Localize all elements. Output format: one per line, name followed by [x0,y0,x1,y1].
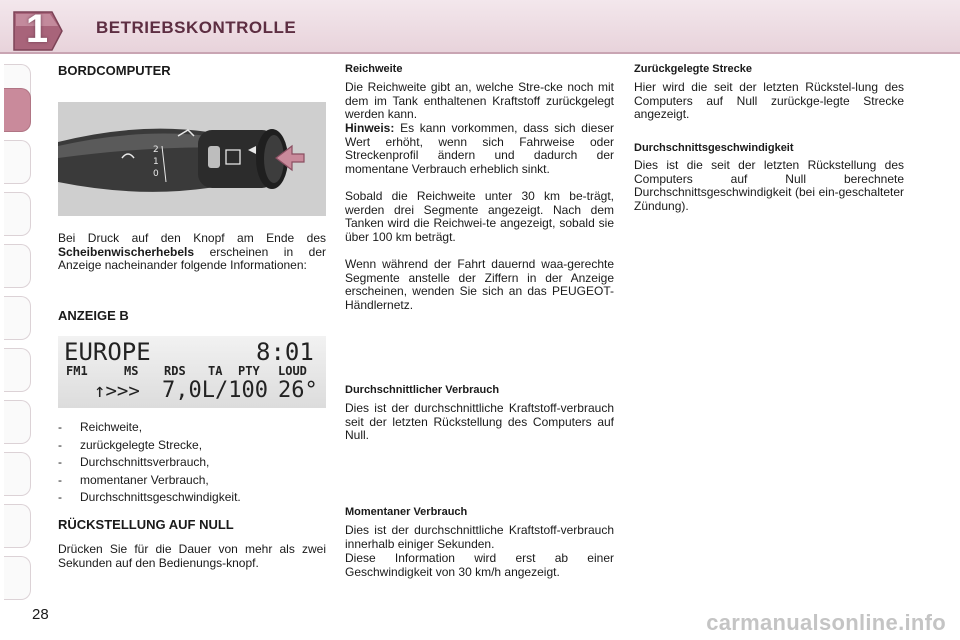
display-fuel-gauge: ↑>>> [94,380,140,402]
display-line1-left: EUROPE [64,338,151,366]
sobald-paragraph: Sobald die Reichweite unter 30 km be-trägt, werden drei Segmente angezeigt. Nach dem Tanken wird die Reichwei-te angezeigt, sobald sie über 100 km beträgt. [345,189,614,244]
strecke-heading: Zurückgelegte Strecke [634,63,752,75]
display-line2-pty: PTY [238,364,260,378]
page-number: 28 [32,606,49,623]
side-tab-8[interactable] [4,400,31,444]
info-list [58,420,241,508]
bordcomputer-heading: BORDCOMPUTER [58,63,171,78]
display-line2-ta: TA [208,364,223,378]
intro-text-end: erscheinen in der Anzeige nacheinander folgende Informationen: [58,244,326,273]
list-item: - Durchschnittsgeschwindigkeit. [58,490,241,504]
hinweis-text: Es kann vorkommen, dass sich dieser Wert erhöht, wenn sich Fahrweise oder Streckenprofil ändern und dadurch der momentane Verbrauch erheblich sinkt. [345,121,614,176]
reichweite-heading: Reichweite [345,63,403,75]
reset-heading: RÜCKSTELLUNG AUF NULL [58,517,234,532]
list-item: - Durchschnittsverbrauch, [58,455,210,469]
side-tab-9[interactable] [4,452,31,496]
list-item-text: zurückgelegte Strecke, [80,437,203,452]
wiper-stalk-illustration [58,102,326,216]
svg-text:0: 0 [153,169,159,179]
momentan-heading: Momentaner Verbrauch [345,506,468,518]
list-item-text: Durchschnittsgeschwindigkeit. [80,490,241,504]
side-tab-5[interactable] [4,244,31,288]
list-item-text: Durchschnittsverbrauch, [80,455,210,469]
chapter-number: 1 [25,7,49,51]
list-item-text: momentaner Verbrauch, [80,472,209,487]
side-tab-active[interactable] [4,88,31,132]
intro-text-start: Bei Druck auf den Knopf am Ende des [58,231,326,245]
wiper-stalk-photo [58,102,326,216]
hinweis-paragraph [345,122,614,176]
durchschnitt-heading: Durchschnittlicher Verbrauch [345,384,500,396]
svg-text:1: 1 [153,157,159,167]
list-item-text: Reichweite, [80,420,143,434]
display-temperature: 26° [278,378,318,403]
multifunction-display [58,336,326,408]
svg-text:2: 2 [153,145,159,155]
reichweite-paragraph: Die Reichweite gibt an, welche Stre-cke noch mit dem im Tank enthaltenen Kraftstoff zurückgelegt werden kann. [345,80,614,122]
side-tab-4[interactable] [4,192,31,236]
momentan-paragraph-1: Dies ist der durchschnittliche Kraftstoff-verbrauch innerhalb einiger Sekunden. [345,523,614,551]
hinweis-label: Hinweis: [345,121,395,135]
geschwindigkeit-heading: Durchschnittsgeschwindigkeit [634,142,794,154]
watermark: carmanualsonline.info [706,610,946,635]
display-line2-fm: FM1 [66,364,88,378]
durchschnitt-paragraph: Dies ist der durchschnittliche Kraftstoff-verbrauch seit der letzten Rückstellung des Computers auf Null. [345,401,614,443]
page-title: BETRIEBSKONTROLLE [96,18,297,37]
display-line1-right: 8:01 [256,338,314,366]
geschwindigkeit-paragraph: Dies ist die seit der letzten Rückstellung des Computers auf Null berechnete Durchschnittsgeschwindigkeit (bei ein-geschalteter Zündung). [634,158,904,213]
list-item: - momentaner Verbrauch, [58,472,209,487]
display-line2-rds: RDS [164,364,186,378]
momentan-paragraph-2: Diese Information wird erst ab einer Geschwindigkeit von 30 km/h angezeigt. [345,551,614,579]
reset-paragraph: Drücken Sie für die Dauer von mehr als zwei Sekunden auf den Bedienungs-knopf. [58,542,326,570]
side-tab-11[interactable] [4,556,31,600]
anzeige-heading: ANZEIGE B [58,308,129,323]
side-tab-3[interactable] [4,140,31,184]
side-tab-10[interactable] [4,504,31,548]
list-item: - zurückgelegte Strecke, [58,437,203,452]
display-line2-ms: MS [124,364,139,378]
display-consumption: 7,0L/100 [162,378,268,403]
side-tab-6[interactable] [4,296,31,340]
list-item: - Reichweite, [58,420,143,434]
side-tab-7[interactable] [4,348,31,392]
header-divider [0,52,960,54]
wiper-lever-term: Scheibenwischerhebels [58,244,195,259]
intro-paragraph [58,232,326,273]
display-line2-loud: LOUD [278,364,307,378]
wenn-paragraph: Wenn während der Fahrt dauernd waa-gerechte Segmente anstelle der Ziffern in der Anzeige erscheinen, wenden Sie sich an das PEUGEOT-Händlernetz. [345,257,614,312]
strecke-paragraph: Hier wird die seit der letzten Rückstel-lung des Computers auf Null zurückge-legte Strecke angezeigt. [634,80,904,122]
